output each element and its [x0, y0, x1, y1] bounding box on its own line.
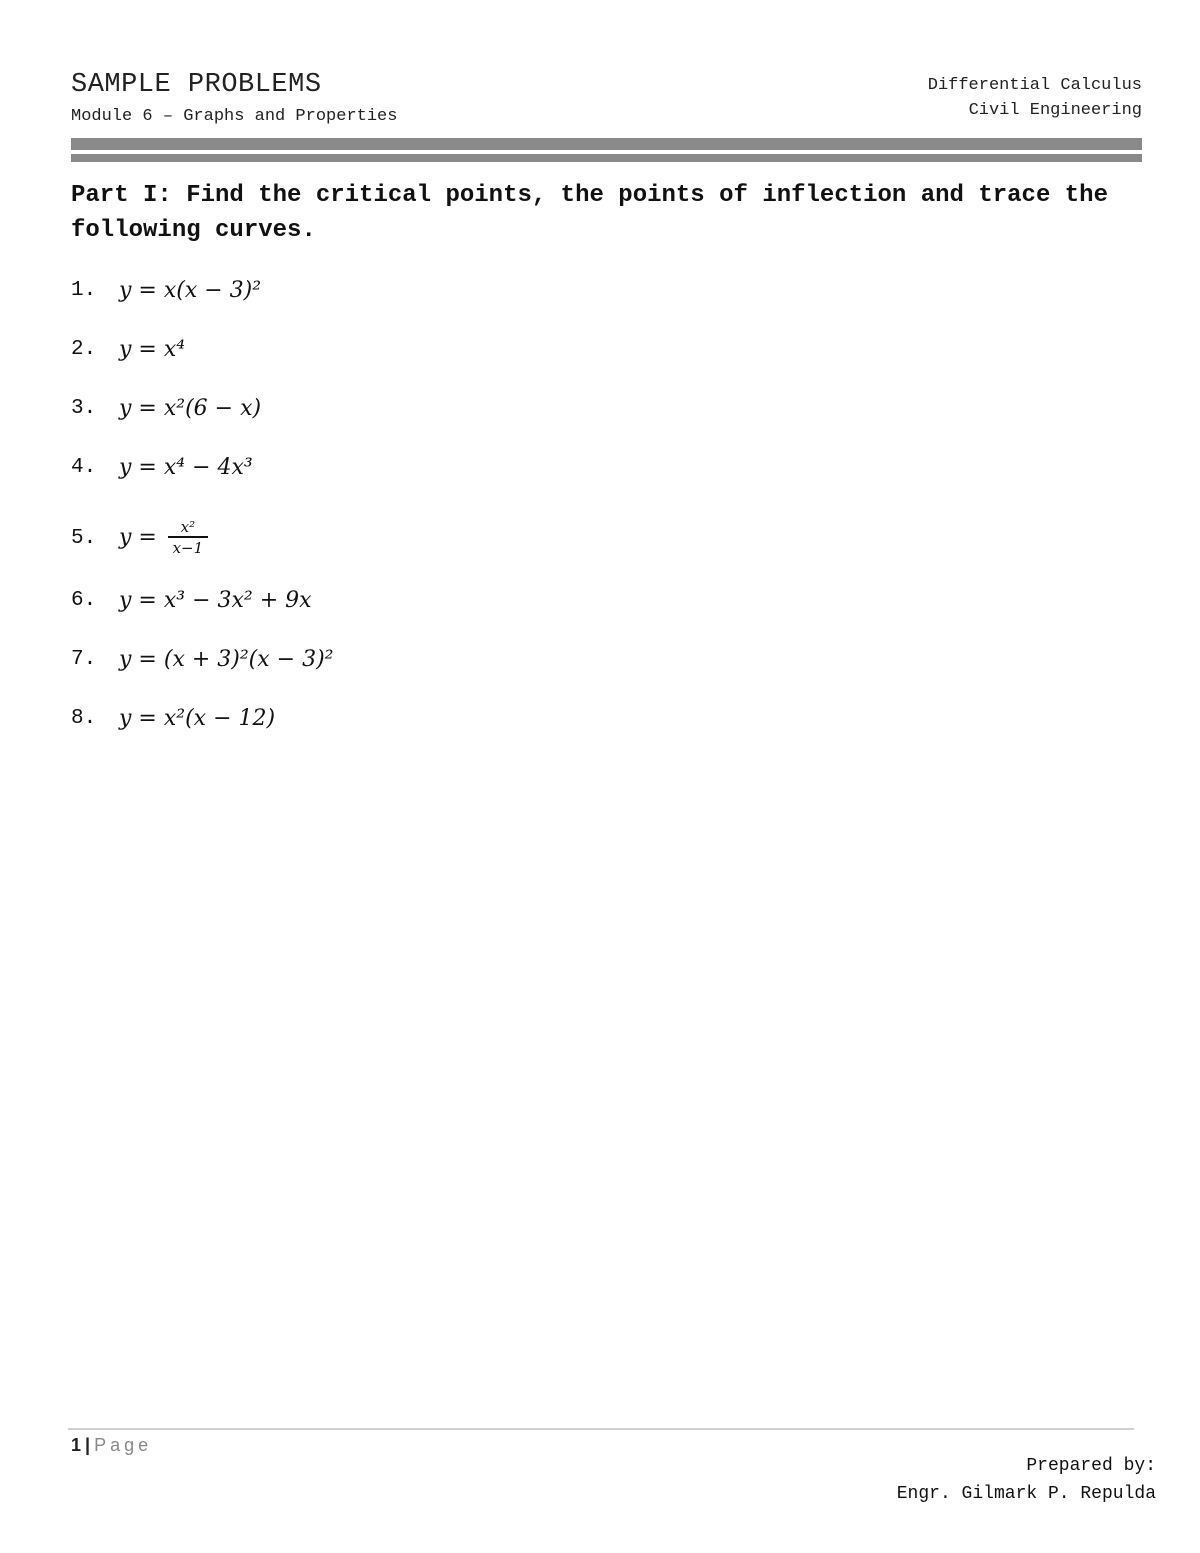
prepared-by [897, 1452, 1156, 1508]
department-name: Civil Engineering [968, 101, 1142, 120]
problem-number: 5. [71, 526, 97, 550]
prepared-label: Prepared by: [1026, 1456, 1156, 1476]
equation: y = x²(6 − x) [119, 395, 262, 421]
equation-lhs: y [119, 705, 132, 731]
equation-rhs: x³ − 3x² + 9x [163, 587, 312, 613]
equation: y = x(x − 3)² [119, 277, 262, 303]
equation-lhs: y [119, 336, 132, 362]
footer-divider [68, 1428, 1134, 1430]
equation: y = x²(x − 12) [119, 705, 276, 731]
equation-rhs: (x + 3)²(x − 3)² [163, 646, 334, 672]
equation-rhs: x²(x − 12) [163, 705, 276, 731]
problem-number: 3. [71, 396, 97, 420]
equation: y = x⁴ − 4x³ [119, 454, 253, 480]
problem-number: 2. [71, 337, 97, 361]
equation: y = $\frac{\text{x²}}{x-1}$ [119, 518, 208, 558]
document-title: SAMPLE PROBLEMS [71, 70, 322, 100]
page-label: Page [94, 1435, 153, 1455]
fraction-denominator: x−1 [172, 539, 204, 557]
problem-number: 6. [71, 588, 97, 612]
equation-rhs: x(x − 3)² [163, 277, 262, 303]
equation-lhs: y [119, 646, 132, 672]
equation-rhs: x⁴ − 4x³ [163, 454, 253, 480]
author-name: Engr. Gilmark P. Repulda [896, 1484, 1156, 1504]
problem-item [71, 388, 261, 428]
page-separator: | [85, 1435, 91, 1455]
header-divider-thin [71, 154, 1142, 162]
course-info [928, 73, 1142, 123]
equation-lhs: y [119, 587, 132, 613]
problem-item [71, 447, 253, 487]
equation-lhs: y [119, 454, 132, 480]
fraction [168, 518, 208, 558]
part-heading: Part I: Find the critical points, the points of inflection and trace the following curves. [71, 182, 1108, 244]
equation: y = x⁴ [119, 336, 186, 362]
equation-rhs: x²(6 − x) [163, 395, 262, 421]
equation-lhs: y [119, 277, 132, 303]
problem-item [71, 329, 185, 369]
module-subtitle: Module 6 – Graphs and Properties [71, 107, 398, 126]
problem-number: 4. [71, 455, 97, 479]
problem-item [71, 515, 208, 561]
page-number [71, 1435, 152, 1456]
page-number-value: 1 [71, 1435, 82, 1455]
problem-number: 7. [71, 647, 97, 671]
equation-rhs: x⁴ [163, 336, 186, 362]
fraction-numerator: x² [180, 518, 196, 536]
equation: y = (x + 3)²(x − 3)² [119, 646, 334, 672]
equation: y = x³ − 3x² + 9x [119, 587, 312, 613]
problem-number: 1. [71, 278, 97, 302]
problem-number: 8. [71, 706, 97, 730]
problem-item [71, 698, 275, 738]
equation-lhs: y [119, 525, 132, 550]
equation-lhs: y [119, 395, 132, 421]
header-divider-thick [71, 138, 1142, 150]
problem-item [71, 270, 261, 310]
course-name: Differential Calculus [927, 76, 1142, 95]
problem-item [71, 639, 333, 679]
problem-item [71, 580, 312, 620]
